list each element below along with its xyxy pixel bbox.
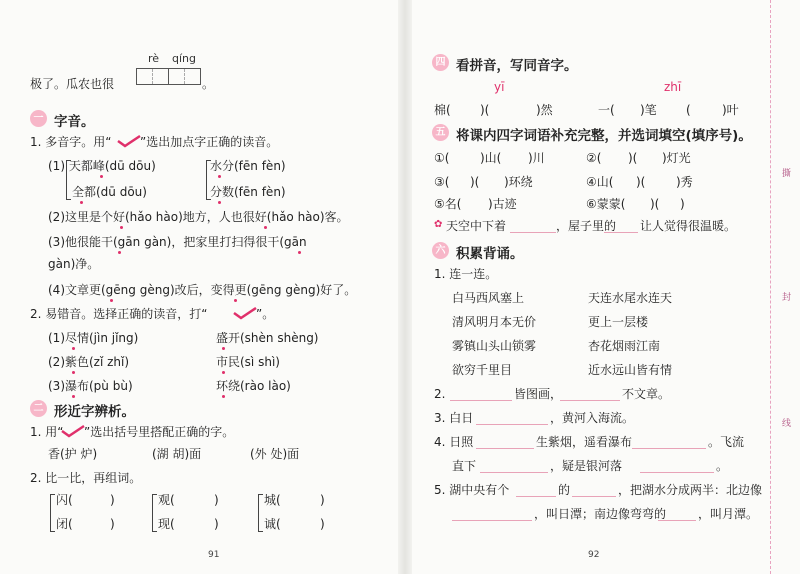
section-2-badge: 二 [30, 400, 47, 417]
s1-row-6: (4)文章更(gēng gèng)改后，变得更(gēng gèng)好了。 [48, 283, 357, 297]
s2-q2-item-1: 闪( [56, 493, 73, 507]
s5-item-6a: ⑥蒙蒙( [586, 197, 626, 211]
emphasis-dot [222, 347, 225, 350]
section-2-title: 形近字辨析。 [54, 404, 135, 420]
s2-q1-item-3: (外 处)面 [250, 447, 300, 461]
s4-part-3: )然 [536, 103, 553, 117]
s2-q1-label: 1. 用“ [30, 425, 64, 439]
s6-q5-start: 5. 湖中央有个 [434, 483, 510, 497]
s2-q2-item-6: 诚( [264, 517, 281, 531]
pinyin-zhi: zhī [664, 80, 682, 94]
fill-blank[interactable] [516, 496, 556, 497]
s2-q1-item-1: 香(护 炉) [48, 447, 98, 461]
fill-blank[interactable] [572, 496, 616, 497]
s1-row-2a: 全都(dū dōu) [72, 185, 147, 199]
s5-item-4b: )( [636, 175, 646, 189]
close-paren: ) [320, 493, 325, 507]
s5-item-1c: )川 [528, 151, 545, 165]
s2-q2-item-2: 观( [158, 493, 175, 507]
s4-part-2: )( [480, 103, 490, 117]
close-paren: ) [320, 517, 325, 531]
match-right-3[interactable]: 杏花烟雨江南 [588, 339, 661, 353]
brace [152, 494, 157, 532]
s5-item-4a: ④山( [586, 175, 614, 189]
match-left-3[interactable]: 雾镇山头山锁雾 [452, 339, 537, 353]
match-right-2[interactable]: 更上一层楼 [588, 315, 649, 329]
check-mark-icon [232, 306, 258, 320]
section-5-badge: 五 [432, 124, 449, 141]
fill-blank[interactable] [632, 448, 706, 449]
s5-item-1a: ①( [434, 151, 450, 165]
emphasis-dot [72, 371, 75, 374]
s6-q4b-end: 。 [716, 459, 729, 473]
s1-q2-row-2b: 市民(sì shì) [216, 355, 280, 369]
s5-item-2b: )( [628, 151, 638, 165]
s5-item-3c: )环绕 [504, 175, 533, 189]
s4-part-4: 一( [598, 103, 615, 117]
emphasis-dot [72, 347, 75, 350]
s2-q2-item-4: 闭( [56, 517, 73, 531]
brace [50, 494, 55, 532]
s1-q2-label-end: ”。 [256, 307, 275, 321]
s5-item-4c: )秀 [676, 175, 693, 189]
check-mark-icon [60, 424, 86, 438]
s1-q2-row-1a: (1)尽情(jìn jǐng) [48, 331, 139, 345]
s1-q2-row-1b: 盛开(shèn shèng) [216, 331, 319, 345]
emphasis-dot [218, 201, 221, 204]
sidebar-tag-2: 封 [782, 293, 792, 303]
emphasis-dot [80, 201, 83, 204]
s6-q3-start: 3. 白日 [434, 411, 474, 425]
close-paren: ) [214, 493, 219, 507]
top-line-text: 极了。瓜农也很 [30, 77, 115, 91]
emphasis-dot [110, 299, 113, 302]
s4-part-1: 棉( [434, 103, 451, 117]
s5-item-1b: )山( [480, 151, 502, 165]
section-6-badge: 六 [432, 242, 449, 259]
sidebar-tag-3: 线 [782, 419, 792, 429]
s6-q2-part-2: 不文章。 [622, 387, 671, 401]
s2-q2-item-5: 现( [158, 517, 175, 531]
s2-q2-item-3: 城( [264, 493, 281, 507]
sidebar-tag-1: 撕 [782, 169, 792, 179]
fill-blank[interactable] [476, 424, 548, 425]
s6-q4-mid: 生紫烟，遥看瀑布 [536, 435, 633, 449]
emphasis-dot [264, 226, 267, 229]
s6-q2-part-1: 皆图画， [514, 387, 563, 401]
fill-blank[interactable] [560, 400, 620, 401]
s1-q2-label: 2. 易错音。选择正确的读音，打“ [30, 307, 208, 321]
s5-item-6c: ) [680, 197, 685, 211]
pinyin-yi: yī [494, 80, 505, 94]
fill-blank[interactable] [476, 448, 534, 449]
s5-item-2c: )灯光 [662, 151, 691, 165]
section-5-title: 将课内四字词语补充完整，并选词填空(填序号)。 [456, 128, 752, 144]
s1-row-4: (3)他很能干(gān gàn)，把家里打扫得很干(gān [48, 235, 307, 249]
s6-q1-label: 1. 连一连。 [434, 267, 498, 281]
top-line-end: 。 [202, 77, 215, 91]
s6-q2-num: 2. [434, 387, 446, 401]
top-pinyin-2: qíng [172, 52, 196, 65]
s5-fill-1: 天空中下着 [446, 219, 507, 233]
s6-q4-end: 。飞流 [708, 435, 745, 449]
s5-item-2a: ②( [586, 151, 602, 165]
fill-blank[interactable] [450, 400, 512, 401]
match-left-2[interactable]: 清风明月本无价 [452, 315, 537, 329]
s6-q4b-start: 直下 [452, 459, 477, 473]
page-number-right: 92 [588, 550, 600, 560]
section-1-title: 字音。 [54, 114, 95, 130]
match-left-1[interactable]: 白马西风塞上 [452, 291, 525, 305]
emphasis-dot [120, 226, 123, 229]
page-spine [398, 0, 412, 574]
s5-item-5b: )古迹 [488, 197, 517, 211]
fill-blank[interactable] [452, 520, 532, 521]
top-pinyin-1: rè [148, 52, 160, 65]
s1-row-1b: 水分(fēn fèn) [210, 159, 286, 173]
emphasis-dot [218, 175, 221, 178]
s1-q2-row-3b: 环绕(rào lào) [216, 379, 291, 393]
s1-row-1a: (1) 天都峰(dū dōu) [48, 159, 156, 173]
match-left-4[interactable]: 欲穷千里目 [452, 363, 513, 377]
page-number-left: 91 [208, 550, 220, 560]
emphasis-dot [72, 395, 75, 398]
emphasis-dot [298, 251, 301, 254]
s6-q5b-mid: ，叫日潭；南边像弯弯的 [534, 507, 667, 521]
star-icon: ✿ [434, 219, 443, 230]
emphasis-dot [100, 175, 103, 178]
s6-q5b-end: ，叫月潭。 [698, 507, 759, 521]
s6-q5-end: ，把湖水分成两半：北边像 [618, 483, 763, 497]
s5-item-5a: ⑤名( [434, 197, 462, 211]
section-1-badge: 一 [30, 110, 47, 127]
fill-blank[interactable] [640, 472, 714, 473]
s5-item-6b: )( [650, 197, 660, 211]
match-right-1[interactable]: 天连水尾水连天 [588, 291, 673, 305]
s1-q1-label: 1. 多音字。用“ [30, 135, 112, 149]
s2-q1-item-2: (湖 胡)面 [152, 447, 202, 461]
s5-fill-3: 让人觉得很温暖。 [640, 219, 737, 233]
s1-q1-label-end: ”选出加点字正确的读音。 [140, 135, 279, 149]
s1-row-5: gàn)净。 [48, 257, 100, 271]
s5-fill-2: ，屋子里的 [556, 219, 617, 233]
s1-row-2b: 分数(fēn fèn) [210, 185, 286, 199]
emphasis-dot [222, 395, 225, 398]
s1-row-3: (2)这里是个好(hǎo hào)地方，人也很好(hǎo hào)客。 [48, 210, 349, 224]
check-mark-icon [116, 134, 142, 148]
s5-item-3a: ③( [434, 175, 450, 189]
close-paren: ) [110, 493, 115, 507]
s6-q5-mid: 的 [558, 483, 571, 497]
writing-grid[interactable] [136, 68, 201, 85]
fill-blank[interactable] [604, 232, 638, 233]
close-paren: ) [110, 517, 115, 531]
s2-q2-label: 2. 比一比，再组词。 [30, 471, 142, 485]
s6-q4-start: 4. 日照 [434, 435, 474, 449]
s2-q1-label-end: ”选出括号里搭配正确的字。 [84, 425, 235, 439]
s4-part-7: )叶 [722, 103, 739, 117]
s6-q4b-mid: ，疑是银河落 [550, 459, 623, 473]
section-6-title: 积累背诵。 [456, 246, 524, 262]
s4-part-6: ( [686, 103, 691, 117]
section-4-title: 看拼音，写同音字。 [456, 58, 578, 74]
close-paren: ) [214, 517, 219, 531]
fill-blank[interactable] [480, 472, 548, 473]
brace [258, 494, 263, 532]
emphasis-dot [118, 251, 121, 254]
fill-blank[interactable] [658, 520, 696, 521]
fill-blank[interactable] [510, 232, 556, 233]
emphasis-dot [234, 299, 237, 302]
match-right-4[interactable]: 近水远山皆有情 [588, 363, 673, 377]
tear-off-sidebar [770, 0, 800, 574]
emphasis-dot [222, 371, 225, 374]
s5-item-3b: )( [470, 175, 480, 189]
s6-q3-end: ，黄河入海流。 [550, 411, 635, 425]
s1-q2-row-3a: (3)瀑布(pù bù) [48, 379, 133, 393]
section-4-badge: 四 [432, 54, 449, 71]
s1-q2-row-2a: (2)紫色(zǐ zhǐ) [48, 355, 130, 369]
s4-part-5: )笔 [640, 103, 657, 117]
